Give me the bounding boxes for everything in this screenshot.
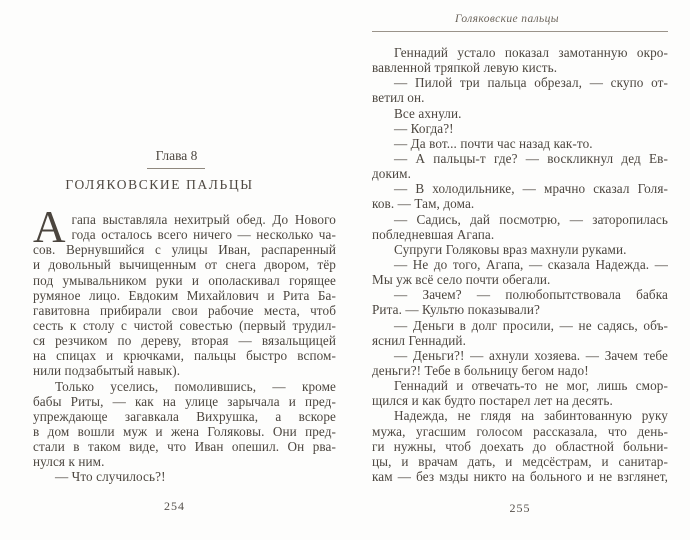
page-number-left: 254 xyxy=(164,499,185,513)
text-line: — А пальцы-т где? — воскликнул дед Ев- xyxy=(394,150,668,166)
paragraph xyxy=(372,257,668,287)
chapter-title: ГОЛЯКОВСКИЕ ПАЛЬЦЫ xyxy=(65,177,254,192)
text-line: года осталось всего ничего — несколько ча- xyxy=(71,227,336,243)
paragraph xyxy=(372,348,668,378)
text-line: Все ахнули. xyxy=(394,105,462,121)
text-line: — Зачем? — полюбопытствовала бабка xyxy=(394,287,668,303)
paragraph xyxy=(33,379,336,470)
text-line: кам — без мзды никто на больного и не взглянет, xyxy=(372,468,668,484)
text-line: под умывальником руки и ополаскивал горящее xyxy=(33,272,336,288)
text-line: сов. Вернувшийся с улицы Иван, распаренный xyxy=(33,242,336,258)
text-line: в дом вошли муж и жена Голяковы. Они пред- xyxy=(33,423,336,439)
text-line: на спицах и крючками, пальцы быстро вспом- xyxy=(33,348,336,364)
text-line: цы, и врачам дать, и медсёстрам, и санитар- xyxy=(372,453,668,469)
page-number-right: 255 xyxy=(509,501,531,515)
page-right xyxy=(372,0,668,540)
text-line: — Садись, дай посмотрю, — заторопилась xyxy=(394,211,668,227)
paragraph xyxy=(372,318,668,348)
paragraph xyxy=(372,242,668,257)
running-header: Голяковские пальцы xyxy=(454,13,559,25)
text-line: ков. — Там, дома. xyxy=(372,196,475,212)
paragraph xyxy=(372,136,668,151)
text-line: и довольный вычищенным от снега двором, тёр xyxy=(33,257,336,273)
paragraph xyxy=(33,469,336,484)
text-line: — Да вот... почти час назад как-то. xyxy=(394,135,593,151)
text-line: Супруги Голяковы враз махнули руками. xyxy=(394,241,627,257)
text-line: Мы уж всё село почти обегали. xyxy=(372,272,551,288)
right-page-text xyxy=(372,45,668,484)
text-line: мужа, угасшим голосом рассказала, что день- xyxy=(372,423,668,439)
paragraph xyxy=(372,181,668,211)
text-line: упреждающе загавкала Вихрушка, а вскоре xyxy=(33,408,336,424)
paragraph xyxy=(372,121,668,136)
text-line: стали в таком виде, что Иван опешил. Он рва- xyxy=(33,439,336,455)
text-line: румяное лицо. Евдоким Михайлович и Рита Ба- xyxy=(33,287,336,303)
text-line: Только уселись, помолившись, — кроме xyxy=(55,378,336,394)
text-line: нулся к ним. xyxy=(33,454,105,470)
text-line: ветил он. xyxy=(372,90,425,106)
paragraph xyxy=(372,378,668,408)
text-line: ги нужны, чтоб доехать до областной больни- xyxy=(372,438,668,454)
running-header-rule xyxy=(372,31,668,32)
paragraph xyxy=(372,106,668,121)
text-line: вавленной тряпкой левую кисть. xyxy=(372,60,558,76)
text-line: — В холодильнике, — мрачно сказал Голя- xyxy=(394,181,668,197)
text-line: — Не до того, Агапа, — сказала Надежда. — xyxy=(394,256,668,272)
text-line: нили подзабытый навык). xyxy=(33,363,181,379)
page-left xyxy=(33,0,336,540)
chapter-rule xyxy=(147,168,205,169)
text-line: — Когда?! xyxy=(394,120,454,136)
paragraph xyxy=(372,45,668,75)
drop-cap: А xyxy=(33,202,66,252)
paragraph xyxy=(372,408,668,484)
text-line: доким. xyxy=(372,166,412,182)
paragraph xyxy=(372,151,668,181)
text-line: яснил Геннадий. xyxy=(372,332,466,348)
text-line: сесть к столу с чистой совестью (первый трудил- xyxy=(33,317,336,333)
text-line: ся резчиком по дереву, вторая — вязальщицей xyxy=(33,333,336,349)
text-line: деньги?! Тебе в больницу бегом надо! xyxy=(372,362,589,378)
text-line: — Пилой три пальца обрезал, — скупо от- xyxy=(394,75,668,91)
text-line: Надежда, не глядя на забинтованную руку xyxy=(394,408,668,424)
text-line: щился и как будто постарел лет на десять. xyxy=(372,393,613,409)
text-line: — Деньги в долг просили, — не садясь, объ- xyxy=(394,317,668,333)
text-line: гапа выставляла нехитрый обед. До Нового xyxy=(71,212,336,227)
text-line: Геннадий устало показал замотанную окро- xyxy=(394,45,668,60)
text-line: побледневшая Агапа. xyxy=(372,226,495,242)
paragraph xyxy=(372,287,668,317)
text-line: бабы Риты, — как на улице зарычала и пред- xyxy=(33,393,336,409)
paragraph xyxy=(372,212,668,242)
paragraph xyxy=(372,75,668,105)
text-line: — Деньги?! — ахнули хозяева. — Зачем тебе xyxy=(394,347,668,363)
text-line: Рита. — Культю показывали? xyxy=(372,302,540,318)
paragraph xyxy=(33,202,336,379)
text-line: — Что случилось?! xyxy=(55,469,166,485)
left-page-text xyxy=(33,202,336,485)
text-line: Геннадий и отвечать-то не мог, лишь смор- xyxy=(394,378,668,394)
chapter-label: Глава 8 xyxy=(155,148,198,163)
text-line: гавитовна прибирали свои рабочие места, чтоб xyxy=(33,302,336,318)
